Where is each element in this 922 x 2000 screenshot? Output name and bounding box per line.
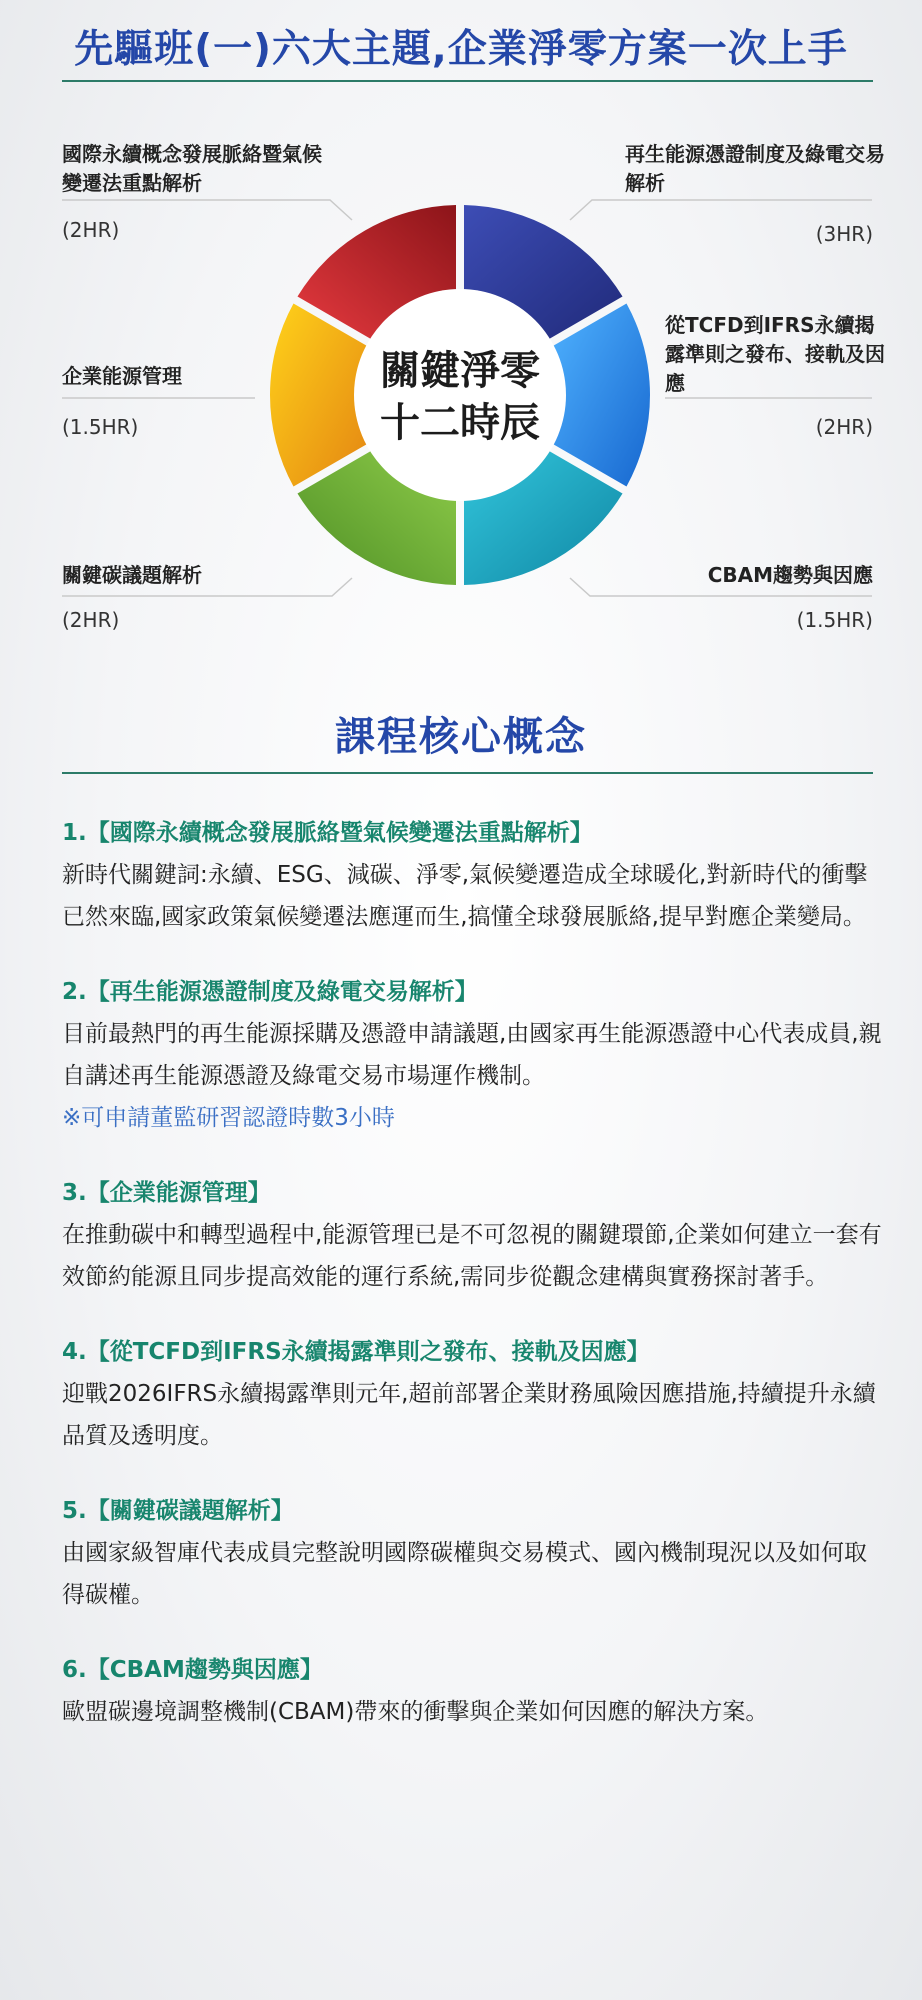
concept-item — [62, 1649, 882, 1733]
topic-hours-tcfd-ifrs: (2HR) — [815, 415, 873, 439]
topic-hours-renewable-certificates: (3HR) — [815, 222, 873, 246]
concept-item — [62, 812, 882, 938]
concept-title: 2.【再生能源憑證制度及綠電交易解析】 — [62, 979, 478, 1005]
wheel-center-title — [360, 345, 560, 449]
topic-hours-carbon-issues: (2HR) — [62, 608, 120, 632]
concept-item — [62, 1490, 882, 1616]
topic-label-carbon-issues: 關鍵碳議題解析 — [62, 563, 202, 587]
concept-body: 迎戰2026IFRS永續揭露準則元年,超前部署企業財務風險因應措施,持續提升永續品質及透明度。 — [62, 1381, 876, 1449]
wheel-center-line2: 十二時辰 — [380, 400, 540, 446]
concept-title: 5.【關鍵碳議題解析】 — [62, 1498, 294, 1524]
topic-label-tcfd-ifrs: 從TCFD到IFRS永續揭露準則之發布、接軌及因應 — [665, 313, 885, 395]
concept-title: 4.【從TCFD到IFRS永續揭露準則之發布、接軌及因應】 — [62, 1339, 650, 1365]
concept-item — [62, 1331, 882, 1457]
concept-title: 1.【國際永續概念發展脈絡暨氣候變遷法重點解析】 — [62, 820, 593, 846]
topic-hours-cbam: (1.5HR) — [796, 608, 873, 632]
topic-hours-energy-management: (1.5HR) — [62, 415, 139, 439]
page-title: 先驅班(一)六大主題,企業淨零方案一次上手 — [74, 27, 848, 72]
concept-title: 6.【CBAM趨勢與因應】 — [62, 1657, 323, 1683]
concept-body: 歐盟碳邊境調整機制(CBAM)帶來的衝擊與企業如何因應的解決方案。 — [62, 1699, 769, 1725]
concept-body: 目前最熱門的再生能源採購及憑證申請議題,由國家再生能源憑證中心代表成員,親自講述再生能源憑證及綠電交易市場運作機制。 — [62, 1021, 882, 1089]
wheel-segment-orange — [270, 303, 367, 486]
topic-label-sustainability: 國際永續概念發展脈絡暨氣候變遷法重點解析 — [62, 142, 322, 195]
concept-item — [62, 971, 882, 1139]
wheel-segment-blue — [553, 303, 650, 486]
concept-body: 新時代關鍵詞:永續、ESG、減碳、淨零,氣候變遷造成全球暖化,對新時代的衝擊已然來臨,國家政策氣候變遷法應運而生,搞懂全球發展脈絡,提早對應企業變局。 — [62, 862, 868, 930]
wheel-center-line1: 關鍵淨零 — [380, 348, 540, 394]
concept-note: ※可申請董監研習認證時數3小時 — [62, 1105, 395, 1131]
topic-label-renewable-certificates: 再生能源憑證制度及綠電交易解析 — [625, 142, 885, 195]
topic-label-cbam: CBAM趨勢與因應 — [707, 563, 873, 587]
concept-title: 3.【企業能源管理】 — [62, 1180, 271, 1206]
topic-hours-sustainability: (2HR) — [62, 218, 120, 242]
concept-item — [62, 1172, 882, 1298]
concept-list — [62, 812, 882, 1766]
concept-body: 在推動碳中和轉型過程中,能源管理已是不可忽視的關鍵環節,企業如何建立一套有效節約能源且同步提高效能的運行系統,需同步從觀念建構與實務探討著手。 — [62, 1222, 882, 1290]
section-divider — [62, 772, 873, 774]
concept-body: 由國家級智庫代表成員完整說明國際碳權與交易模式、國內機制現況以及如何取得碳權。 — [62, 1540, 867, 1608]
section-title: 課程核心概念 — [335, 714, 587, 760]
topic-label-energy-management: 企業能源管理 — [62, 364, 182, 388]
